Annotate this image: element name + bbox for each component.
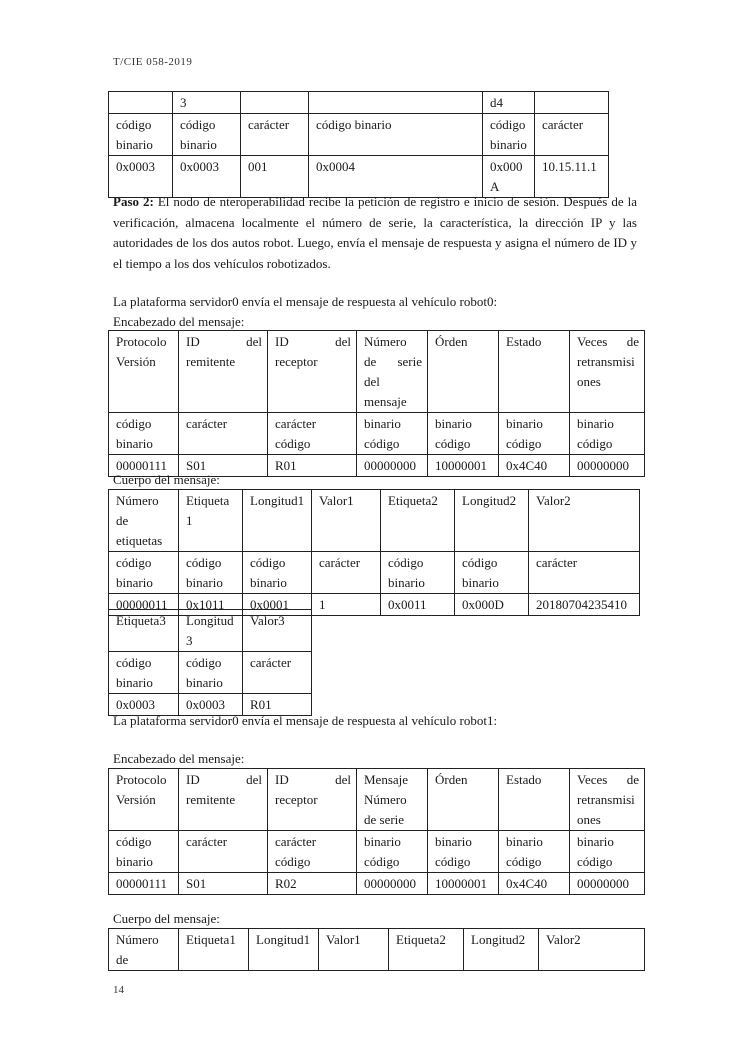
table-cell: 10.15.11.1 xyxy=(535,156,609,198)
type-cell: binario código xyxy=(428,413,499,455)
value-cell: 20180704235410 xyxy=(529,594,640,616)
table-cell: 0x0004 xyxy=(309,156,483,198)
value-cell: R02 xyxy=(268,873,357,895)
type-cell: código binario xyxy=(179,552,243,594)
header-cell: Longitud1 xyxy=(243,490,312,552)
value-cell: 0x000D xyxy=(455,594,529,616)
robot0-header-table xyxy=(108,330,645,477)
header-cell: Etiqueta2 xyxy=(389,929,464,971)
value-cell: S01 xyxy=(179,455,268,477)
table-cell: carácter xyxy=(535,114,609,156)
table-cell: carácter xyxy=(241,114,309,156)
type-cell: código binario xyxy=(381,552,455,594)
table-row xyxy=(109,92,609,114)
header-cell: Estado xyxy=(499,331,570,413)
table-row xyxy=(109,610,312,652)
value-cell: 10000001 xyxy=(428,873,499,895)
header-cell: Protocolo Versión xyxy=(109,769,179,831)
type-cell: binario código xyxy=(357,413,428,455)
table-cell: 0x000A xyxy=(483,156,535,198)
paso2-paragraph xyxy=(113,192,637,274)
table-row xyxy=(109,331,645,413)
table-cell: 0x0003 xyxy=(109,156,173,198)
type-cell: código binario xyxy=(109,831,179,873)
header-cell: Longitud 3 xyxy=(179,610,243,652)
robot0-intro: La plataforma servidor0 envía el mensaje de respuesta al vehículo robot0: xyxy=(113,294,498,309)
type-cell: código binario xyxy=(109,552,179,594)
table-cell xyxy=(241,92,309,114)
type-cell: binario código xyxy=(428,831,499,873)
type-cell: carácter código xyxy=(268,413,357,455)
table-cell: d4 xyxy=(483,92,535,114)
type-cell: carácter xyxy=(529,552,640,594)
type-cell: código binario xyxy=(243,552,312,594)
value-cell: 00000011 xyxy=(109,594,179,616)
table-cell xyxy=(535,92,609,114)
robot0-body-table-continued xyxy=(108,609,312,716)
header-cell: ID del receptor xyxy=(268,769,357,831)
type-cell: código binario xyxy=(455,552,529,594)
type-cell: carácter código xyxy=(268,831,357,873)
type-cell: binario código xyxy=(499,831,570,873)
value-cell: S01 xyxy=(179,873,268,895)
header-cell: Órden xyxy=(428,769,499,831)
table-row xyxy=(109,552,640,594)
table-row xyxy=(109,490,640,552)
value-cell: 00000111 xyxy=(109,873,179,895)
value-cell: 00000000 xyxy=(570,873,645,895)
type-cell: código binario xyxy=(109,413,179,455)
table-row xyxy=(109,413,645,455)
header-cell: Valor3 xyxy=(243,610,312,652)
type-cell: carácter xyxy=(312,552,381,594)
header-cell: Protocolo Versión xyxy=(109,331,179,413)
robot1-intro: La plataforma servidor0 envía el mensaje de respuesta al vehículo robot1: xyxy=(113,713,498,728)
table-cell: código binario xyxy=(109,114,173,156)
type-cell: código binario xyxy=(109,652,179,694)
paso2-text: El nodo de nteroperabilidad recibe la petición de registro e inicio de sesión. Después de la verificación, almacena localmente el número de serie, la característica, la dirección IP y las autoridades de los dos autos robot. Luego, envía el mensaje de respuesta y asigna el número de ID y el tiempo a los dos vehículos robotizados. xyxy=(113,194,637,271)
table-cell: 0x0003 xyxy=(173,156,241,198)
page-number: 14 xyxy=(113,984,124,996)
type-cell: carácter xyxy=(243,652,312,694)
type-cell: binario código xyxy=(570,831,645,873)
header-cell: Etiqueta 1 xyxy=(179,490,243,552)
header-cell: Longitud1 xyxy=(249,929,319,971)
header-cell: Valor1 xyxy=(312,490,381,552)
type-cell: carácter xyxy=(179,413,268,455)
type-cell: binario código xyxy=(357,831,428,873)
header-cell: Número de xyxy=(109,929,179,971)
table-row xyxy=(109,873,645,895)
table-cell: código binario xyxy=(309,114,483,156)
header-cell: Valor1 xyxy=(319,929,389,971)
value-cell: 00000000 xyxy=(357,873,428,895)
table-cell xyxy=(109,92,173,114)
header-cell: Número de etiquetas xyxy=(109,490,179,552)
value-cell: 0x0001 xyxy=(243,594,312,616)
header-cell: Etiqueta2 xyxy=(381,490,455,552)
value-cell: 0x0003 xyxy=(109,694,179,716)
header-cell: Estado xyxy=(499,769,570,831)
table-cell: código binario xyxy=(173,114,241,156)
value-cell: 00000000 xyxy=(570,455,645,477)
robot1-header-label: Encabezado del mensaje: xyxy=(113,751,245,766)
header-cell: Longitud2 xyxy=(455,490,529,552)
value-cell: 0x0011 xyxy=(381,594,455,616)
type-cell: binario código xyxy=(499,413,570,455)
header-cell: ID del remitente xyxy=(179,331,268,413)
header-cell: Mensaje Número de serie xyxy=(357,769,428,831)
table-row xyxy=(109,769,645,831)
table-row xyxy=(109,114,609,156)
value-cell: 00000111 xyxy=(109,455,179,477)
header-cell: Veces de retransmisiones xyxy=(570,769,645,831)
table-row xyxy=(109,929,645,971)
robot0-header-label: Encabezado del mensaje: xyxy=(113,314,245,329)
header-cell: Órden xyxy=(428,331,499,413)
table-cell xyxy=(309,92,483,114)
value-cell: 0x1011 xyxy=(179,594,243,616)
document-header: T/CIE 058-2019 xyxy=(113,56,193,68)
table-cell: código binario xyxy=(483,114,535,156)
type-cell: binario código xyxy=(570,413,645,455)
header-cell: Etiqueta3 xyxy=(109,610,179,652)
table-cell: 001 xyxy=(241,156,309,198)
table-row xyxy=(109,831,645,873)
robot1-body-label: Cuerpo del mensaje: xyxy=(113,911,220,926)
type-cell: carácter xyxy=(179,831,268,873)
value-cell: 00000000 xyxy=(357,455,428,477)
header-cell: Valor2 xyxy=(539,929,645,971)
value-cell: 10000001 xyxy=(428,455,499,477)
header-cell: Valor2 xyxy=(529,490,640,552)
robot1-header-table xyxy=(108,768,645,895)
table-top xyxy=(108,91,609,198)
header-cell: ID del receptor xyxy=(268,331,357,413)
paso2-label: Paso 2: xyxy=(113,194,154,209)
header-cell: Número de serie del mensaje xyxy=(357,331,428,413)
header-cell: Etiqueta1 xyxy=(179,929,249,971)
value-cell: 0x4C40 xyxy=(499,873,570,895)
type-cell: código binario xyxy=(179,652,243,694)
value-cell: 0x0003 xyxy=(179,694,243,716)
value-cell: R01 xyxy=(243,694,312,716)
header-cell: Veces de retransmisiones xyxy=(570,331,645,413)
value-cell: R01 xyxy=(268,455,357,477)
robot0-body-label: Cuerpo del mensaje: xyxy=(113,472,220,487)
robot0-body-table xyxy=(108,489,640,616)
table-row xyxy=(109,652,312,694)
robot1-body-table xyxy=(108,928,645,971)
header-cell: Longitud2 xyxy=(464,929,539,971)
value-cell: 1 xyxy=(312,594,381,616)
header-cell: ID del remitente xyxy=(179,769,268,831)
table-cell: 3 xyxy=(173,92,241,114)
value-cell: 0x4C40 xyxy=(499,455,570,477)
